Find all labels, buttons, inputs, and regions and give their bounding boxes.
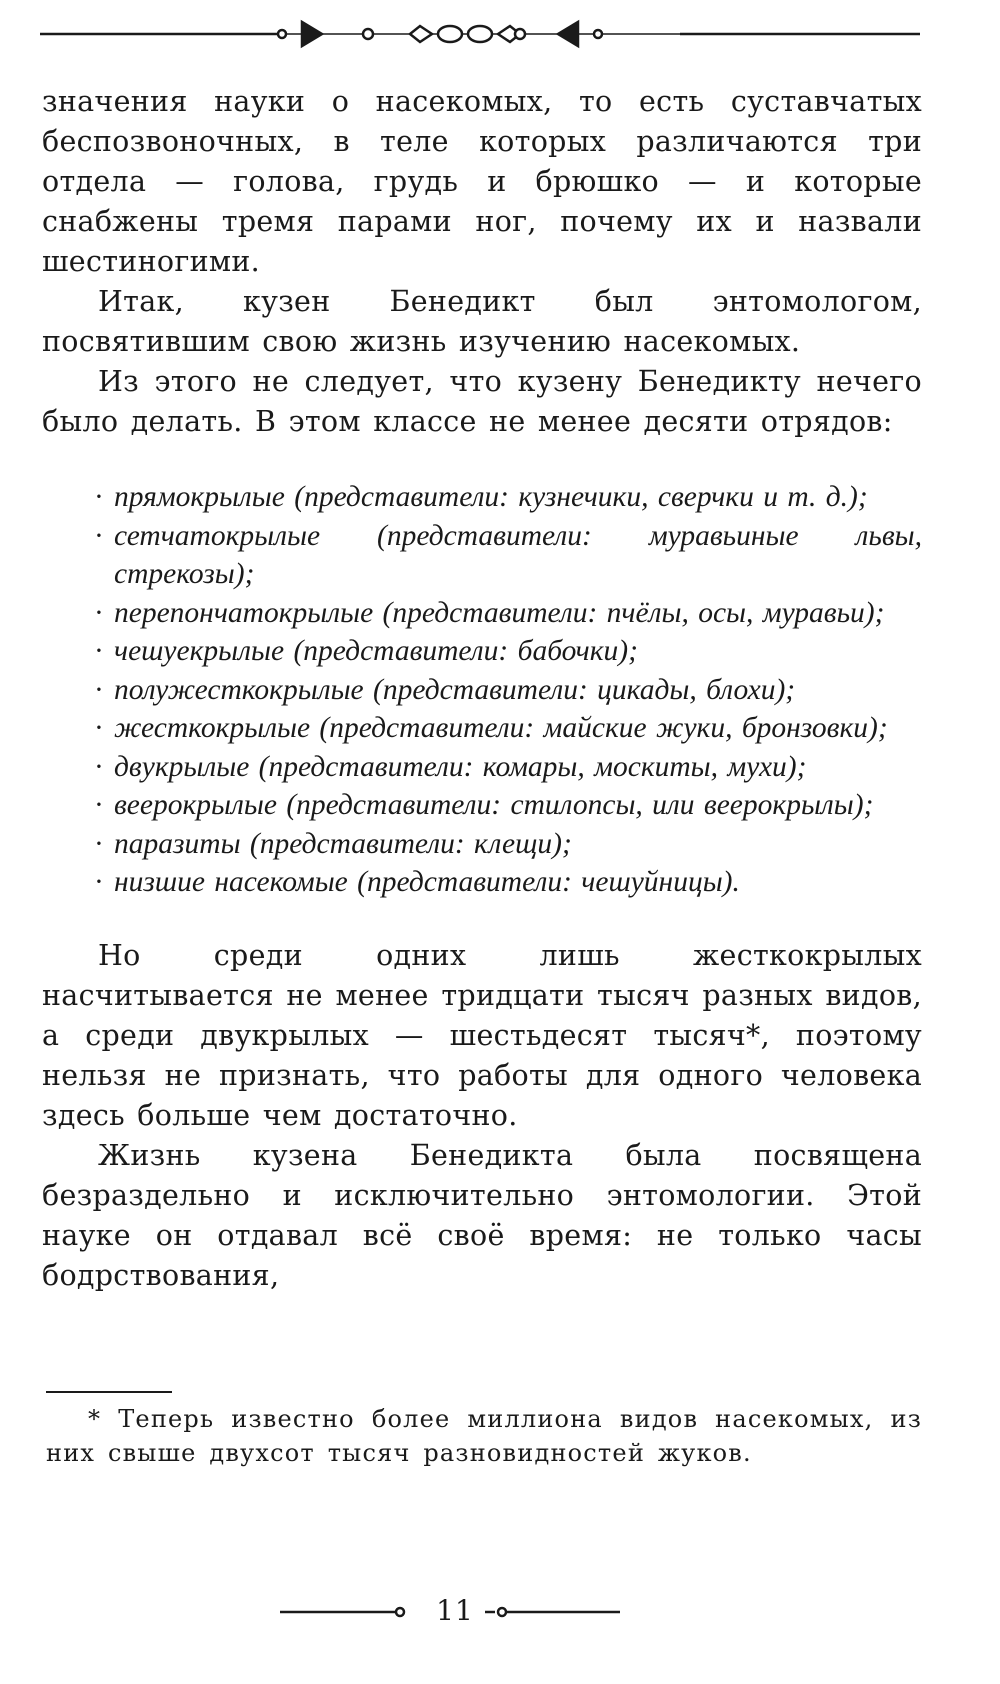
list-item (42, 594, 922, 633)
list-item-text: сетчатокрылые (представители: муравьиные львы, стрекозы); (114, 519, 922, 590)
bullet: · (94, 481, 104, 513)
bullet: · (94, 673, 104, 706)
main-text (42, 82, 922, 1296)
paragraph: Жизнь кузена Бенедикта была посвящена безраздельно и исключительно энтомологии. Этой науке он отдавал всё своё время: не только часы бодрствования, (42, 1138, 922, 1292)
paragraph: Но среди одних лишь жесткокрылых насчитывается не менее тридцати тысяч разных видов, а среди двукрылых — шестьдесят тысяч*, поэтому нельзя не признать, что работы для одного человека здесь больше чем достаточно. (42, 938, 922, 1132)
list-item (42, 748, 922, 787)
list-item-text: веерокрылые (представители: стилопсы, или веерокрылы); (114, 789, 874, 821)
list-item-text: низшие насекомые (представители: чешуйницы). (114, 866, 740, 898)
bullet: · (94, 750, 104, 783)
bullet: · (94, 519, 104, 552)
list-item-text: жесткокрылые (представители: майские жуки, бронзовки); (114, 712, 888, 744)
list-item (42, 863, 922, 902)
bullet: · (94, 789, 104, 821)
page-number: 11 (436, 1594, 474, 1627)
paragraph: значения науки о насекомых, то есть суставчатых беспозвоночных, в теле которых различаются три отдела — голова, грудь и брюшко — и которые снабжены тремя парами ног, почему их и назвали шестиногими. (42, 85, 922, 278)
list-item (42, 478, 922, 517)
footnote: * Теперь известно более миллиона видов насекомых, из них свыше двухсот тысяч разновидностей жуков. (46, 1405, 922, 1467)
list-item (42, 517, 922, 594)
footnote-divider (46, 1391, 172, 1393)
bullet: · (94, 712, 104, 744)
list-item-text: перепончатокрылые (представители: пчёлы, осы, муравьи); (114, 596, 885, 629)
paragraph: Итак, кузен Бенедикт был энтомологом, посвятившим свою жизнь изучению насекомых. (42, 285, 922, 358)
header-ornament (40, 14, 920, 54)
bullet: · (94, 635, 104, 667)
bullet: · (94, 596, 104, 629)
list-item-text: прямокрылые (представители: кузнечики, сверчки и т. д.); (114, 481, 868, 513)
bullet: · (94, 827, 104, 860)
list-item (42, 825, 922, 864)
list-item-text: двукрылые (представители: комары, москиты, мухи); (114, 750, 807, 783)
list-item (42, 786, 922, 825)
list-item-text: чешуекрылые (представители: бабочки); (114, 635, 638, 667)
list-item (42, 632, 922, 671)
bullet: · (94, 866, 104, 898)
page-footer (280, 1592, 630, 1632)
list-item-text: паразиты (представители: клещи); (114, 827, 572, 860)
list-item-text: полужесткокрылые (представители: цикады, блохи); (114, 673, 796, 706)
insect-orders-list (42, 478, 922, 902)
list-item (42, 709, 922, 748)
paragraph: Из этого не следует, что кузену Бенедикту нечего было делать. В этом классе не менее десяти отрядов: (42, 365, 922, 438)
list-item (42, 671, 922, 710)
